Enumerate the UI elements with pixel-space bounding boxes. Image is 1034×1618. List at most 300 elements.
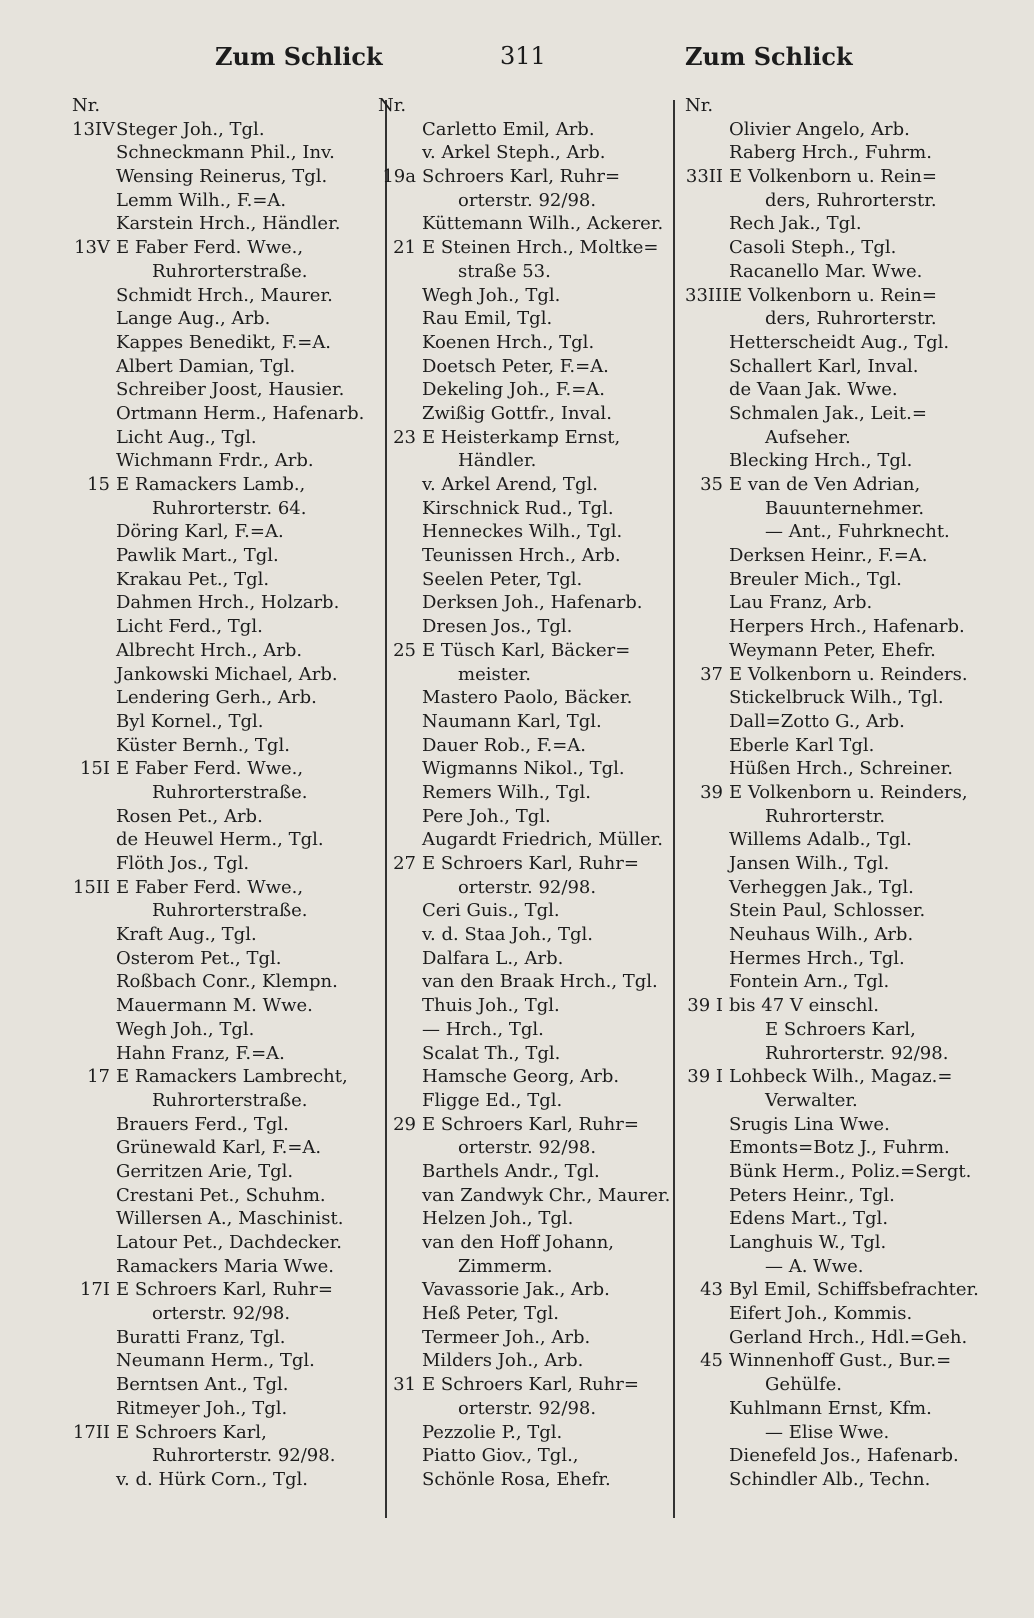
house-number: 19a	[382, 166, 416, 188]
entry-text: Wegh Joh., Tgl.	[116, 1018, 255, 1040]
directory-line	[378, 449, 674, 473]
entry-text: Winnenhoff Gust., Bur.=	[729, 1350, 952, 1372]
directory-line	[685, 1326, 985, 1350]
directory-line	[685, 923, 985, 947]
house-number: 25	[393, 639, 416, 661]
entry-text: Verheggen Jak., Tgl.	[729, 876, 914, 898]
directory-line	[72, 1302, 380, 1326]
directory-line	[685, 260, 985, 284]
directory-line	[685, 331, 985, 355]
directory-line	[378, 947, 674, 971]
directory-line	[685, 994, 985, 1018]
directory-line	[685, 402, 985, 426]
directory-line	[685, 520, 985, 544]
directory-column-1	[72, 94, 380, 1492]
entry-text: Dresen Jos., Tgl.	[422, 616, 573, 638]
entry-text: Teunissen Hrch., Arb.	[422, 545, 621, 567]
entry-text: straße 53.	[458, 260, 551, 282]
entry-text: de Vaan Jak. Wwe.	[729, 379, 898, 401]
directory-line	[378, 236, 674, 260]
directory-line	[685, 876, 985, 900]
entry-text: E Schroers Karl, Ruhr=	[422, 1113, 639, 1135]
entry-text: Stein Paul, Schlosser.	[729, 900, 926, 922]
entry-text: Ruhrorterstr. 92/98.	[765, 1042, 949, 1064]
entry-text: Pezzolie P., Tgl.	[422, 1421, 563, 1443]
entry-text: Kappes Benedikt, F.=A.	[116, 331, 332, 353]
entry-text: Ruhrorterstr. 64.	[152, 497, 307, 519]
entry-text: Herpers Hrch., Hafenarb.	[729, 616, 965, 638]
entry-text: Steger Joh., Tgl.	[116, 118, 265, 140]
house-number: 15	[87, 474, 110, 495]
directory-line	[72, 970, 380, 994]
directory-line	[378, 1349, 674, 1373]
entry-text: Piatto Giov., Tgl.,	[422, 1445, 579, 1467]
directory-line	[72, 591, 380, 615]
directory-line	[378, 520, 674, 544]
directory-line	[378, 1421, 674, 1445]
entry-text: Byl Kornel., Tgl.	[116, 710, 264, 732]
house-number: 35	[700, 474, 723, 495]
directory-line	[378, 734, 674, 758]
directory-line	[685, 1207, 985, 1231]
directory-line	[72, 852, 380, 876]
directory-line	[378, 1444, 674, 1468]
directory-line	[378, 757, 674, 781]
entry-text: — Hrch., Tgl.	[422, 1018, 544, 1040]
entry-text: Ruhrorterstraße.	[152, 1089, 308, 1111]
entry-text: Byl Emil, Schiffsbefrachter.	[729, 1279, 979, 1301]
entry-text: orterstr. 92/98.	[458, 876, 597, 898]
entry-text: Barthels Andr., Tgl.	[422, 1160, 600, 1182]
entry-text: — Ant., Fuhrknecht.	[765, 521, 950, 543]
entry-text: Ruhrorterstraße.	[152, 260, 308, 282]
directory-line	[378, 118, 674, 142]
directory-line	[378, 1397, 674, 1421]
entry-text: Hermes Hrch., Tgl.	[729, 947, 905, 969]
entry-text: Lendering Gerh., Arb.	[116, 687, 317, 709]
entry-text: Jansen Wilh., Tgl.	[729, 853, 890, 874]
column-label: Nr.	[378, 95, 407, 116]
directory-line	[378, 1160, 674, 1184]
house-number: 45	[700, 1350, 723, 1372]
house-number: 37	[700, 663, 723, 685]
entry-text: ders, Ruhrorterstr.	[765, 189, 937, 211]
directory-line	[685, 781, 985, 805]
entry-text: Pawlik Mart., Tgl.	[116, 545, 279, 567]
house-number: 29	[393, 1113, 416, 1135]
entry-text: orterstr. 92/98.	[152, 1303, 291, 1325]
entry-text: E Tüsch Karl, Bäcker=	[422, 639, 631, 661]
directory-line	[378, 141, 674, 165]
directory-line	[685, 1255, 985, 1279]
directory-line	[72, 1136, 380, 1160]
directory-line	[685, 1065, 985, 1089]
entry-text: Schallert Karl, Inval.	[729, 355, 919, 377]
entry-text: Schindler Alb., Techn.	[729, 1468, 931, 1490]
entry-text: Flöth Jos., Tgl.	[116, 853, 250, 874]
entry-text: Lange Aug., Arb.	[116, 308, 271, 330]
directory-line	[72, 1444, 380, 1468]
entry-text: Derksen Heinr., F.=A.	[729, 545, 928, 567]
directory-line	[378, 805, 674, 829]
directory-line	[685, 473, 985, 497]
running-head-right: Zum Schlick	[685, 42, 853, 71]
directory-line	[378, 615, 674, 639]
entry-text: Schmalen Jak., Leit.=	[729, 402, 927, 424]
directory-line	[378, 331, 674, 355]
entry-text: — A. Wwe.	[765, 1255, 864, 1277]
entry-text: Brauers Ferd., Tgl.	[116, 1113, 289, 1135]
directory-line	[72, 165, 380, 189]
directory-line	[72, 1373, 380, 1397]
entry-text: Crestani Pet., Schuhm.	[116, 1184, 326, 1206]
entry-text: Ortmann Herm., Hafenarb.	[116, 402, 365, 424]
directory-line	[72, 1468, 380, 1492]
house-number: 39 I	[687, 995, 723, 1017]
directory-line	[72, 994, 380, 1018]
directory-line	[72, 663, 380, 687]
entry-text: E Schroers Karl, Ruhr=	[422, 853, 639, 874]
directory-line	[378, 1136, 674, 1160]
directory-line	[378, 1113, 674, 1137]
entry-text: E Volkenborn u. Rein=	[729, 284, 937, 306]
entry-text: Lemm Wilh., F.=A.	[116, 189, 287, 211]
entry-text: Wegh Joh., Tgl.	[422, 284, 561, 306]
entry-text: Koenen Hrch., Tgl.	[422, 331, 595, 353]
house-number: 13IV	[72, 118, 116, 140]
entry-text: Rau Emil, Tgl.	[422, 308, 553, 330]
directory-line	[72, 1018, 380, 1042]
directory-line	[72, 899, 380, 923]
directory-line	[72, 426, 380, 450]
directory-line	[685, 591, 985, 615]
directory-line	[378, 284, 674, 308]
entry-text: E van de Ven Adrian,	[729, 474, 921, 495]
entry-text: Küttemann Wilh., Ackerer.	[422, 213, 664, 235]
directory-line	[378, 828, 674, 852]
directory-line	[72, 212, 380, 236]
directory-line	[378, 970, 674, 994]
directory-line	[378, 1468, 674, 1492]
house-number: 15II	[72, 876, 110, 898]
directory-line	[685, 1444, 985, 1468]
house-number: 13V	[74, 237, 110, 259]
directory-line	[685, 212, 985, 236]
house-number: 17I	[79, 1279, 110, 1301]
directory-line	[378, 1184, 674, 1208]
directory-line	[72, 710, 380, 734]
entry-text: Termeer Joh., Arb.	[422, 1326, 591, 1348]
entry-text: Licht Aug., Tgl.	[116, 426, 257, 448]
directory-line	[685, 1421, 985, 1445]
directory-line	[685, 852, 985, 876]
entry-text: Mastero Paolo, Bäcker.	[422, 687, 633, 709]
directory-line	[72, 923, 380, 947]
directory-line	[378, 923, 674, 947]
entry-text: Eberle Karl Tgl.	[729, 734, 875, 756]
entry-text: Wigmanns Nikol., Tgl.	[422, 758, 625, 780]
directory-line	[72, 615, 380, 639]
entry-text: E Volkenborn u. Reinders,	[729, 781, 968, 803]
directory-line	[685, 1302, 985, 1326]
directory-line	[72, 947, 380, 971]
directory-line	[685, 284, 985, 308]
directory-line	[72, 544, 380, 568]
entry-text: E Faber Ferd. Wwe.,	[116, 876, 304, 898]
house-number: 33II	[685, 166, 723, 188]
directory-line	[378, 994, 674, 1018]
directory-line	[685, 449, 985, 473]
entry-text: Ruhrorterstraße.	[152, 781, 308, 803]
directory-line	[685, 307, 985, 331]
directory-line	[72, 828, 380, 852]
directory-line	[685, 947, 985, 971]
directory-line	[72, 1160, 380, 1184]
entry-text: orterstr. 92/98.	[458, 1137, 597, 1159]
directory-line	[685, 544, 985, 568]
entry-text: Raberg Hrch., Fuhrm.	[729, 142, 932, 164]
entry-text: Schreiber Joost, Hausier.	[116, 379, 345, 401]
entry-text: Ritmeyer Joh., Tgl.	[116, 1397, 288, 1419]
entry-text: Schneckmann Phil., Inv.	[116, 142, 335, 164]
entry-text: Zwißig Gottfr., Inval.	[422, 402, 612, 424]
entry-text: — Elise Wwe.	[765, 1421, 890, 1443]
directory-line	[72, 1089, 380, 1113]
entry-text: E Faber Ferd. Wwe.,	[116, 758, 304, 780]
directory-line	[72, 1065, 380, 1089]
directory-line	[72, 1421, 380, 1445]
entry-text: Händler.	[458, 450, 537, 472]
directory-line	[685, 663, 985, 687]
entry-text: Dienefeld Jos., Hafenarb.	[729, 1445, 959, 1467]
directory-line	[72, 378, 380, 402]
entry-text: Verwalter.	[765, 1089, 858, 1111]
page-header	[0, 42, 1034, 82]
entry-text: Osterom Pet., Tgl.	[116, 947, 282, 969]
entry-text: Fontein Arn., Tgl.	[729, 971, 890, 993]
entry-text: Helzen Joh., Tgl.	[422, 1208, 574, 1230]
directory-line	[685, 1373, 985, 1397]
entry-text: Willems Adalb., Tgl.	[729, 829, 912, 851]
directory-line	[378, 1042, 674, 1066]
house-number: 31	[393, 1374, 416, 1396]
entry-text: Naumann Karl, Tgl.	[422, 710, 602, 732]
house-number: 17II	[72, 1421, 110, 1443]
entry-text: E Steinen Hrch., Moltke=	[422, 237, 659, 259]
entry-text: de Heuwel Herm., Tgl.	[116, 829, 324, 851]
entry-text: Ruhrorterstr.	[765, 805, 886, 827]
directory-line	[378, 1231, 674, 1255]
entry-text: Küster Bernh., Tgl.	[116, 734, 290, 756]
directory-line	[685, 686, 985, 710]
directory-line	[685, 1349, 985, 1373]
entry-text: Emonts=Botz J., Fuhrm.	[729, 1137, 950, 1159]
directory-line	[72, 876, 380, 900]
directory-line	[72, 805, 380, 829]
house-number: 43	[700, 1279, 723, 1301]
directory-line	[378, 876, 674, 900]
directory-line	[72, 449, 380, 473]
directory-line	[378, 639, 674, 663]
entry-text: Augardt Friedrich, Müller.	[422, 829, 663, 851]
directory-line	[72, 307, 380, 331]
entry-text: Carletto Emil, Arb.	[422, 118, 595, 140]
directory-line	[378, 189, 674, 213]
directory-line	[72, 568, 380, 592]
house-number: 23	[393, 426, 416, 448]
entry-text: Olivier Angelo, Arb.	[729, 118, 910, 140]
entry-text: v. d. Staa Joh., Tgl.	[422, 924, 594, 946]
entry-text: Seelen Peter, Tgl.	[422, 568, 583, 590]
entry-text: van Zandwyk Chr., Maurer.	[422, 1184, 671, 1206]
directory-line	[685, 497, 985, 521]
entry-text: Ruhrorterstraße.	[152, 900, 308, 922]
entry-text: Srugis Lina Wwe.	[729, 1113, 890, 1135]
directory-line	[72, 639, 380, 663]
entry-text: Breuler Mich., Tgl.	[729, 568, 902, 590]
entry-text: E Volkenborn u. Rein=	[729, 166, 937, 188]
directory-line	[685, 828, 985, 852]
entry-text: Scalat Th., Tgl.	[422, 1042, 561, 1064]
directory-line	[378, 568, 674, 592]
house-number: 27	[393, 853, 416, 874]
entry-text: Bauunternehmer.	[765, 497, 925, 519]
entry-text: Bünk Herm., Poliz.=Sergt.	[729, 1160, 972, 1182]
entry-text: Doetsch Peter, F.=A.	[422, 355, 609, 377]
entry-text: Willersen A., Maschinist.	[116, 1208, 344, 1230]
directory-line	[378, 1373, 674, 1397]
entry-text: Peters Heinr., Tgl.	[729, 1184, 895, 1206]
column-label: Nr.	[685, 95, 714, 116]
entry-text: Hamsche Georg, Arb.	[422, 1066, 620, 1088]
directory-line	[72, 497, 380, 521]
house-number: 33III	[685, 284, 730, 306]
entry-text: Licht Ferd., Tgl.	[116, 616, 263, 638]
directory-line	[378, 212, 674, 236]
directory-line	[378, 1207, 674, 1231]
entry-text: E Schroers Karl,	[116, 1421, 267, 1443]
entry-text: van den Braak Hrch., Tgl.	[422, 971, 658, 993]
directory-line	[72, 734, 380, 758]
entry-text: Dahmen Hrch., Holzarb.	[116, 592, 340, 614]
entry-text: Blecking Hrch., Tgl.	[729, 450, 913, 472]
entry-text: Kraft Aug., Tgl.	[116, 924, 257, 946]
entry-text: Mauermann M. Wwe.	[116, 995, 313, 1017]
directory-line	[685, 899, 985, 923]
directory-line	[72, 1207, 380, 1231]
entry-text: Vavassorie Jak., Arb.	[422, 1279, 610, 1301]
entry-text: E Faber Ferd. Wwe.,	[116, 237, 304, 259]
entry-text: Remers Wilh., Tgl.	[422, 781, 591, 803]
entry-text: Henneckes Wilh., Tgl.	[422, 521, 623, 543]
entry-text: Weymann Peter, Ehefr.	[729, 639, 936, 661]
directory-line	[378, 355, 674, 379]
directory-line	[378, 378, 674, 402]
directory-line	[72, 473, 380, 497]
entry-text: Heß Peter, Tgl.	[422, 1303, 560, 1325]
directory-line	[685, 710, 985, 734]
house-number: 39 I	[687, 1066, 723, 1088]
entry-text: E Ramackers Lamb.,	[116, 474, 306, 495]
entry-text: Karstein Hrch., Händler.	[116, 213, 341, 235]
directory-line	[378, 260, 674, 284]
entry-text: E Schroers Karl,	[765, 1018, 916, 1040]
entry-text: Aufseher.	[765, 426, 851, 448]
column-label: Nr.	[72, 95, 101, 116]
entry-text: Zimmerm.	[458, 1255, 553, 1277]
entry-text: Langhuis W., Tgl.	[729, 1232, 887, 1253]
directory-line	[685, 1231, 985, 1255]
directory-line	[685, 734, 985, 758]
entry-text: Jankowski Michael, Arb.	[116, 663, 338, 685]
entry-text: E Schroers Karl, Ruhr=	[422, 1374, 639, 1396]
entry-text: v. Arkel Arend, Tgl.	[422, 474, 598, 495]
house-number: 17	[87, 1066, 110, 1088]
directory-line	[378, 1255, 674, 1279]
entry-text: Roßbach Conr., Klempn.	[116, 971, 338, 993]
directory-column-3	[685, 94, 985, 1492]
entry-text: E Ramackers Lambrecht,	[116, 1066, 348, 1088]
directory-line	[685, 1278, 985, 1302]
directory-line	[72, 1326, 380, 1350]
directory-line	[685, 165, 985, 189]
directory-line	[72, 1255, 380, 1279]
entry-text: Rech Jak., Tgl.	[729, 213, 862, 235]
directory-line	[72, 236, 380, 260]
directory-line	[72, 1113, 380, 1137]
directory-line	[72, 1184, 380, 1208]
directory-line	[685, 1136, 985, 1160]
entry-text: Rosen Pet., Arb.	[116, 805, 263, 827]
directory-line	[378, 1302, 674, 1326]
entry-text: Dekeling Joh., F.=A.	[422, 379, 606, 401]
directory-line	[378, 686, 674, 710]
entry-text: Albert Damian, Tgl.	[116, 355, 296, 377]
directory-line	[685, 1113, 985, 1137]
directory-line	[685, 189, 985, 213]
entry-text: Ruhrorterstr. 92/98.	[152, 1445, 336, 1467]
directory-line	[685, 378, 985, 402]
directory-line	[685, 568, 985, 592]
directory-line	[685, 236, 985, 260]
directory-line	[685, 805, 985, 829]
entry-text: Döring Karl, F.=A.	[116, 521, 284, 543]
entry-text: Ceri Guis., Tgl.	[422, 900, 560, 922]
entry-text: Pere Joh., Tgl.	[422, 805, 551, 827]
directory-line	[685, 970, 985, 994]
directory-line	[72, 757, 380, 781]
entry-text: Berntsen Ant., Tgl.	[116, 1374, 289, 1396]
directory-line	[378, 1278, 674, 1302]
directory-line	[685, 141, 985, 165]
entry-text: Eifert Joh., Kommis.	[729, 1303, 913, 1325]
entry-text: Gehülfe.	[765, 1374, 843, 1396]
directory-line	[72, 686, 380, 710]
entry-text: v. Arkel Steph., Arb.	[422, 142, 606, 164]
entry-text: Hüßen Hrch., Schreiner.	[729, 758, 954, 780]
entry-text: Stickelbruck Wilh., Tgl.	[729, 687, 944, 709]
entry-text: Racanello Mar. Wwe.	[729, 260, 923, 282]
entry-text: Wensing Reinerus, Tgl.	[116, 166, 328, 188]
entry-text: Kirschnick Rud., Tgl.	[422, 497, 614, 519]
entry-text: v. d. Hürk Corn., Tgl.	[116, 1468, 308, 1490]
directory-line	[378, 1065, 674, 1089]
entry-text: Buratti Franz, Tgl.	[116, 1326, 286, 1348]
directory-line	[685, 639, 985, 663]
entry-text: Albrecht Hrch., Arb.	[116, 639, 303, 661]
directory-line	[72, 1397, 380, 1421]
directory-line	[72, 331, 380, 355]
